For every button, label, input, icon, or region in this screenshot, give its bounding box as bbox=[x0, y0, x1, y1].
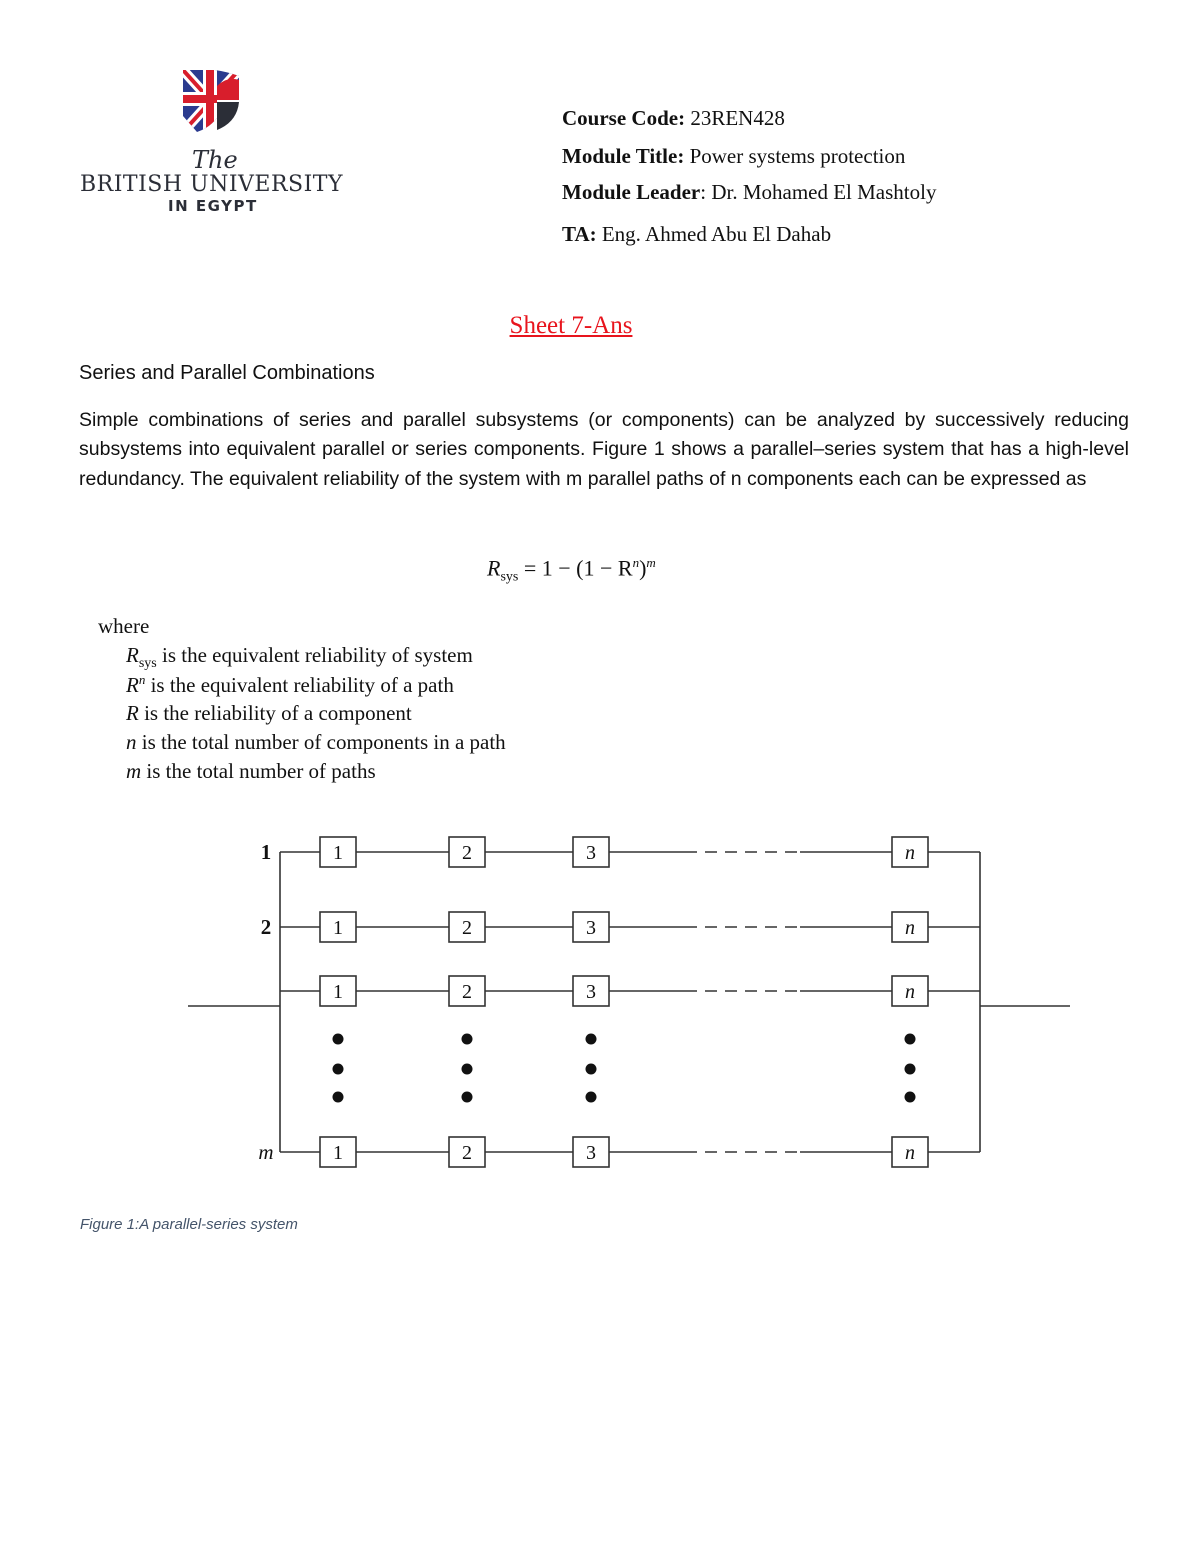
component-label: 2 bbox=[462, 1142, 472, 1164]
definition-symbol: n bbox=[126, 730, 137, 754]
ellipsis-dot bbox=[333, 1092, 344, 1103]
component-label: 1 bbox=[333, 917, 343, 939]
component-label: 2 bbox=[462, 917, 472, 939]
definition-n bbox=[126, 730, 506, 755]
definition-rn bbox=[126, 672, 454, 698]
row-label: 1 bbox=[260, 840, 272, 864]
module-leader-line: Module Leader: Dr. Mohamed El Mashtoly bbox=[562, 180, 937, 204]
component-label: 3 bbox=[586, 917, 596, 939]
definition-text: is the equivalent reliability of system bbox=[156, 643, 473, 667]
section-heading: Series and Parallel Combinations bbox=[79, 362, 375, 384]
flag-logo-icon bbox=[183, 70, 239, 132]
formula-sup-n: n bbox=[632, 555, 640, 570]
reliability-formula bbox=[487, 555, 656, 586]
component-label: n bbox=[905, 981, 915, 1003]
ellipsis-dot bbox=[586, 1092, 597, 1103]
component-label: n bbox=[905, 842, 915, 864]
ellipsis-dot bbox=[905, 1064, 916, 1075]
definition-m bbox=[126, 759, 376, 784]
module-title-value: Power systems protection bbox=[689, 144, 906, 168]
figure-caption: Figure 1:A parallel-series system bbox=[80, 1216, 298, 1233]
formula-sup-m: m bbox=[646, 555, 656, 570]
component-label: 3 bbox=[586, 842, 596, 864]
ellipsis-dot bbox=[333, 1064, 344, 1075]
component-label: 1 bbox=[333, 842, 343, 864]
row-label: 2 bbox=[260, 915, 272, 939]
module-title-line bbox=[562, 144, 905, 169]
component-label: 2 bbox=[462, 842, 472, 864]
body-paragraph: Simple combinations of series and parallel subsystems (or components) can be analyzed by successively reducing subsystems into equivalent parallel or series components. Figure 1 shows a parallel–series system that has a high-level redundancy. The equivalent reliability of the system with m parallel paths of n components each can be expressed as bbox=[79, 409, 1129, 490]
ellipsis-dot bbox=[586, 1034, 597, 1045]
definition-text: is the total number of paths bbox=[141, 759, 376, 783]
definition-symbol: m bbox=[126, 759, 142, 783]
formula-rhs-a: = 1 − (1 − R bbox=[518, 555, 633, 581]
course-code-label: Course Code: bbox=[562, 106, 686, 130]
course-code-value: 23REN428 bbox=[690, 106, 785, 130]
definition-symbol: R bbox=[126, 643, 139, 667]
ellipsis-dot bbox=[462, 1064, 473, 1075]
ta-line bbox=[562, 222, 831, 247]
component-label: 1 bbox=[333, 981, 343, 1003]
component-label: 3 bbox=[586, 1142, 596, 1164]
module-leader-label: Module Leader bbox=[562, 180, 701, 204]
definition-r bbox=[126, 701, 412, 726]
ellipsis-dot bbox=[462, 1034, 473, 1045]
ta-label: TA: bbox=[562, 222, 597, 246]
row-label: m bbox=[258, 1140, 274, 1164]
course-code-line bbox=[562, 106, 785, 131]
ellipsis-dot bbox=[586, 1064, 597, 1075]
definition-rsys bbox=[126, 643, 473, 672]
component-label: 1 bbox=[333, 1142, 343, 1164]
definition-symbol: R bbox=[126, 701, 139, 725]
component-label: 2 bbox=[462, 981, 472, 1003]
ta-value: Eng. Ahmed Abu El Dahab bbox=[601, 222, 832, 246]
module-leader-value: Dr. Mohamed El Mashtoly bbox=[711, 180, 937, 204]
module-title-label: Module Title: bbox=[562, 144, 685, 168]
ellipsis-dot bbox=[905, 1092, 916, 1103]
definition-subscript: sys bbox=[138, 656, 157, 672]
component-label: n bbox=[905, 917, 915, 939]
component-label: 3 bbox=[586, 981, 596, 1003]
definition-text: is the total number of components in a path bbox=[136, 730, 506, 754]
ellipsis-dot bbox=[333, 1034, 344, 1045]
definition-symbol: R bbox=[126, 673, 139, 697]
page-title: Sheet 7-Ans bbox=[509, 312, 633, 339]
definition-superscript: n bbox=[138, 672, 146, 687]
formula-lhs-sub: sys bbox=[500, 569, 519, 585]
logo-subtitle: IN EGYPT bbox=[168, 197, 258, 215]
ellipsis-dot bbox=[462, 1092, 473, 1103]
formula-lhs: R bbox=[487, 555, 501, 581]
where-intro: where bbox=[98, 614, 150, 638]
logo-university-name: BRITISH UNIVERSITY bbox=[80, 172, 343, 197]
definition-text: is the equivalent reliability of a path bbox=[145, 673, 454, 697]
formula-rhs-b: ) bbox=[639, 555, 647, 581]
university-logo bbox=[80, 70, 350, 220]
parallel-series-diagram bbox=[180, 825, 1080, 1185]
ellipsis-dot bbox=[905, 1034, 916, 1045]
logo-the-text: The bbox=[192, 146, 238, 174]
definition-text: is the reliability of a component bbox=[138, 701, 412, 725]
component-label: n bbox=[905, 1142, 915, 1164]
